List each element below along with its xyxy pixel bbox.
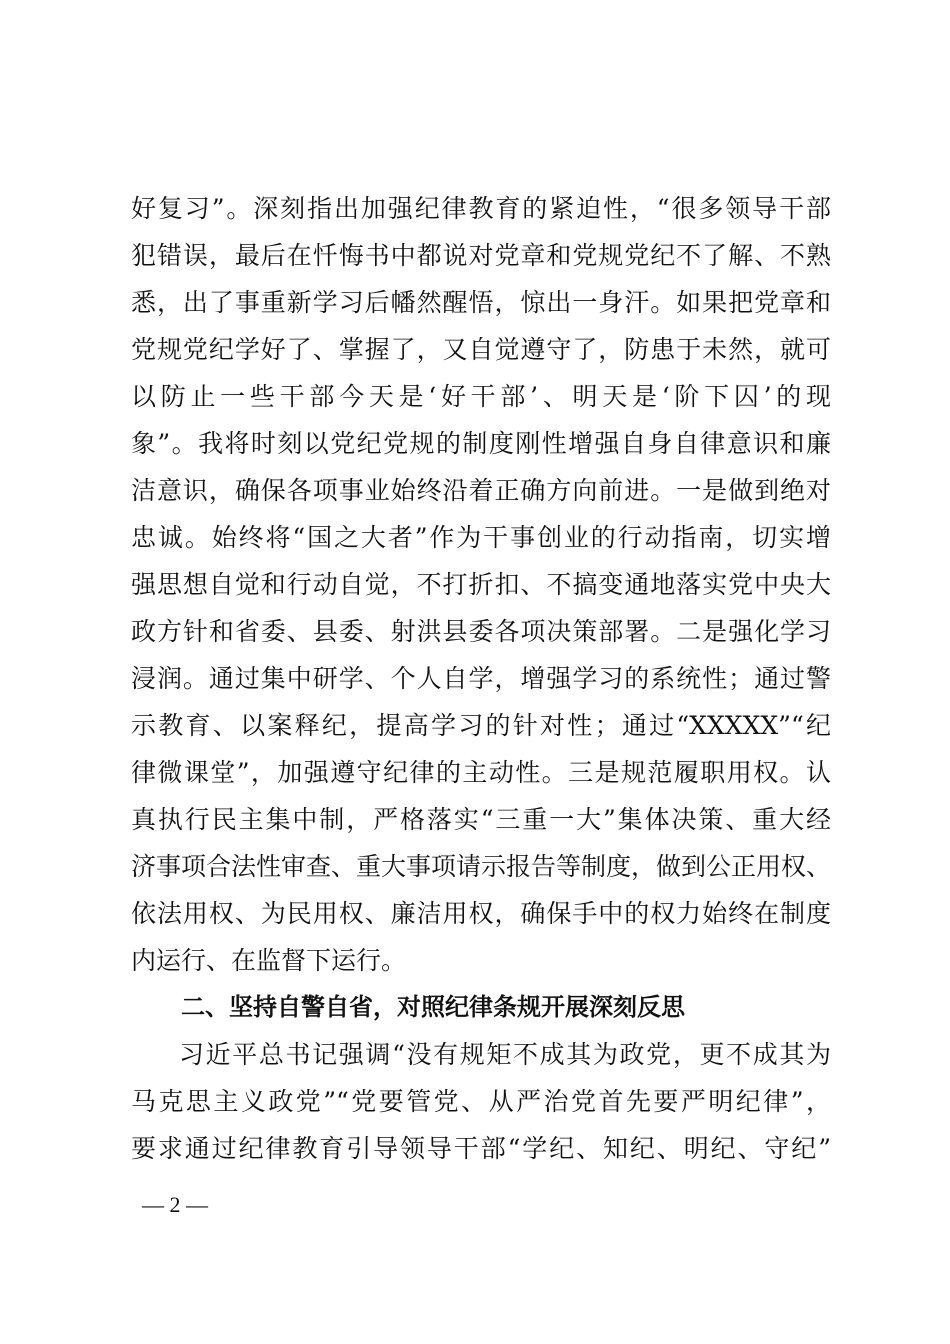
text-line: 示教育、以案释纪，提高学习的针对性；通过“XXXXX”“纪 (131, 711, 831, 740)
text-line: 洁意识，确保各项事业始终沿着正确方向前进。一是做到绝对 (131, 476, 831, 505)
text-line: 象”。我将时刻以党纪党规的制度刚性增强自身自律意识和廉 (131, 429, 831, 458)
text-line: 强思想自觉和行动自觉，不打折扣、不搞变通地落实党中央大 (131, 570, 831, 599)
text-line: 真执行民主集中制，严格落实“三重一大”集体决策、重大经 (131, 805, 831, 834)
body-text (131, 185, 831, 1172)
text-line: 悉，出了事重新学习后幡然醒悟，惊出一身汗。如果把党章和 (131, 288, 831, 317)
paragraph-first-line: 习近平总书记强调“没有规矩不成其为政党，更不成其为 (179, 1040, 831, 1069)
text-line: 忠诚。始终将“国之大者”作为干事创业的行动指南，切实增 (131, 523, 831, 552)
text-line: 马克思主义政党”“党要管党、从严治党首先要严明纪律”， (131, 1087, 831, 1116)
text-line: 要求通过纪律教育引导领导干部“学纪、知纪、明纪、守纪” (131, 1134, 831, 1163)
section-heading: 二、坚持自警自省，对照纪律条规开展深刻反思 (181, 993, 685, 1021)
page-number: — 2 — (142, 1192, 208, 1217)
text-line: 内运行、在监督下运行。 (131, 946, 407, 975)
text-line: 以防止一些干部今天是‘好干部’、明天是‘阶下囚’的现 (131, 382, 831, 411)
text-line: 犯错误，最后在忏悔书中都说对党章和党规党纪不了解、不熟 (131, 241, 831, 270)
text-line: 依法用权、为民用权、廉洁用权，确保手中的权力始终在制度 (131, 899, 831, 928)
text-line: 好复习”。深刻指出加强纪律教育的紧迫性，“很多领导干部 (131, 194, 831, 223)
text-line: 政方针和省委、县委、射洪县委各项决策部署。二是强化学习 (131, 617, 831, 646)
text-line: 济事项合法性审查、重大事项请示报告等制度，做到公正用权、 (131, 852, 832, 881)
text-line: 律微课堂”，加强遵守纪律的主动性。三是规范履职用权。认 (131, 758, 831, 787)
text-line: 浸润。通过集中研学、个人自学，增强学习的系统性；通过警 (131, 664, 831, 693)
text-line: 党规党纪学好了、掌握了，又自觉遵守了，防患于未然，就可 (131, 335, 831, 364)
